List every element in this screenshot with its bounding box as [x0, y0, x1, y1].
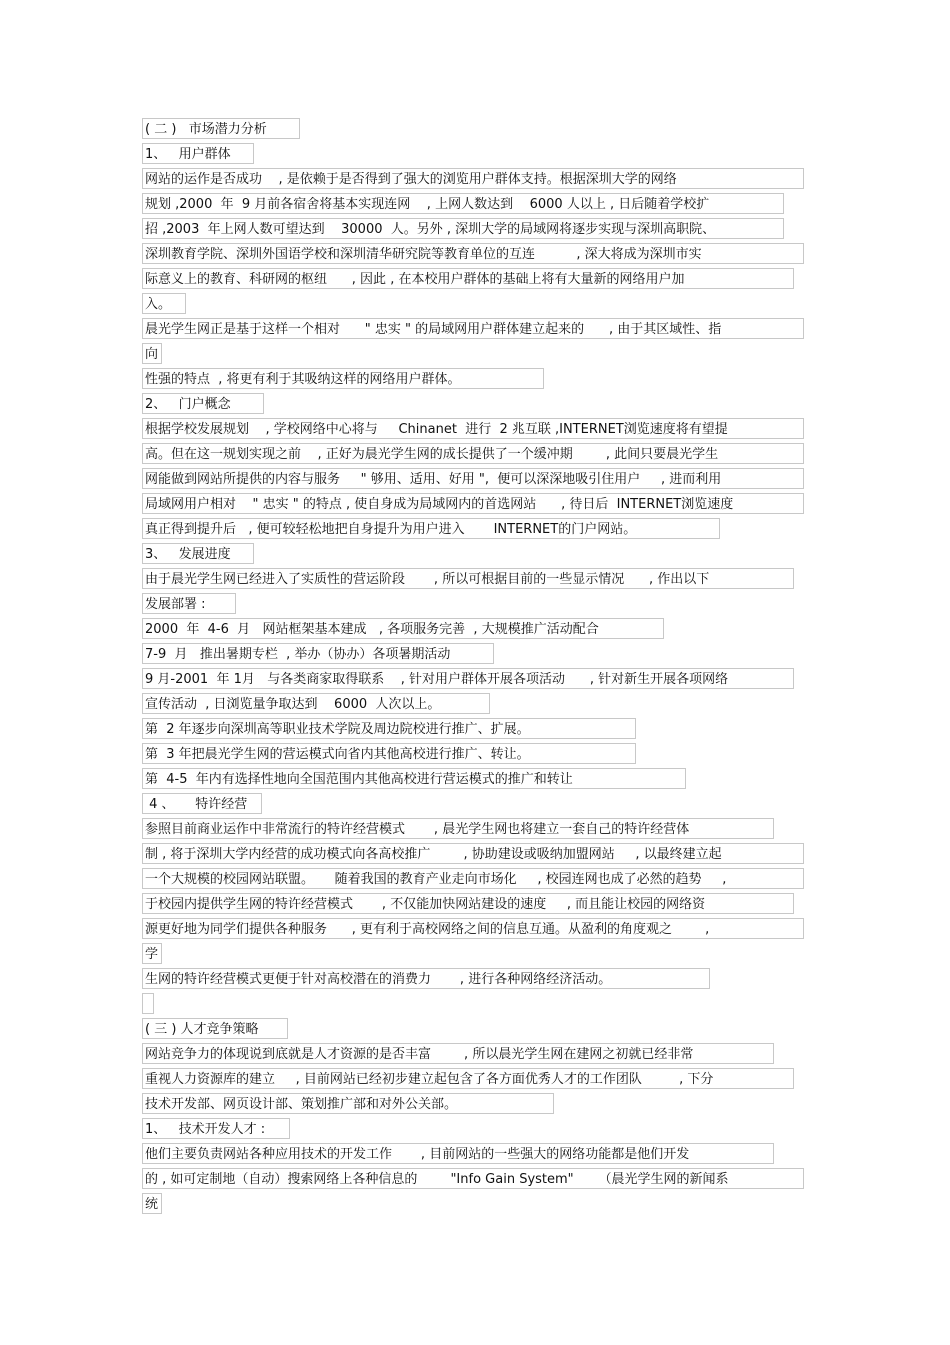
text-line: 技术开发部、网页设计部、策划推广部和对外公关部。: [142, 1093, 554, 1114]
text-line: [142, 993, 154, 1014]
text-line: 深圳教育学院、深圳外国语学校和深圳清华研究院等教育单位的互连 , 深大将成为深圳市实: [142, 243, 804, 264]
text-line: 重视人力资源库的建立 , 目前网站已经初步建立起包含了各方面优秀人才的工作团队 , 下分: [142, 1068, 794, 1089]
text-line: 第 3 年把晨光学生网的营运模式向省内其他高校进行推广、转让。: [142, 743, 636, 764]
text-line: 统: [142, 1193, 162, 1214]
text-line: 高。但在这一规划实现之前 , 正好为晨光学生网的成长提供了一个缓冲期 , 此间只要晨光学生: [142, 443, 804, 464]
text-line: 参照目前商业运作中非常流行的特许经营模式 , 晨光学生网也将建立一套自己的特许经营体: [142, 818, 774, 839]
text-line: 2000 年 4-6 月 网站框架基本建成 , 各项服务完善 , 大规模推广活动配合: [142, 618, 664, 639]
text-line: 第 4-5 年内有选择性地向全国范围内其他高校进行营运模式的推广和转让: [142, 768, 686, 789]
text-line: 一个大规模的校园网站联盟。 随着我国的教育产业走向市场化 , 校园连网也成了必然的趋势 ,: [142, 868, 804, 889]
text-line: 源更好地为同学们提供各种服务 , 更有利于高校网络之间的信息互通。从盈利的角度观之 ,: [142, 918, 804, 939]
text-line: 9 月-2001 年 1月 与各类商家取得联系 , 针对用户群体开展各项活动 , 针对新生开展各项网络: [142, 668, 794, 689]
text-line: 规划 ,2000 年 9 月前各宿舍将基本实现连网 , 上网人数达到 6000 人以上 , 日后随着学校扩: [142, 193, 784, 214]
text-line: 入。: [142, 293, 186, 314]
text-line: 生网的特许经营模式更便于针对高校潜在的消费力 , 进行各种网络经济活动。: [142, 968, 710, 989]
text-line: 的 , 如可定制地（自动）搜索网络上各种信息的 "Info Gain System" （晨光学生网的新闻系: [142, 1168, 804, 1189]
text-line: 根据学校发展规划 , 学校网络中心将与 Chinanet 进行 2 兆互联 ,INTERNET浏览速度将有望提: [142, 418, 804, 439]
text-line: ( 二 ) 市场潜力分析: [142, 118, 300, 139]
text-line: 网站的运作是否成功 , 是依赖于是否得到了强大的浏览用户群体支持。根据深圳大学的网络: [142, 168, 804, 189]
text-line: 向: [142, 343, 162, 364]
text-line: 4 、 特许经营: [142, 793, 262, 814]
text-line: 1、 技术开发人才 :: [142, 1118, 290, 1139]
text-line: 7-9 月 推出暑期专栏 , 举办（协办）各项暑期活动: [142, 643, 494, 664]
text-line: 际意义上的教育、科研网的枢纽 , 因此 , 在本校用户群体的基础上将有大量新的网络用户加: [142, 268, 794, 289]
text-line: 由于晨光学生网已经进入了实质性的营运阶段 , 所以可根据目前的一些显示情况 , 作出以下: [142, 568, 794, 589]
text-line: 发展部署 :: [142, 593, 236, 614]
text-line: 晨光学生网正是基于这样一个相对 " 忠实 " 的局域网用户群体建立起来的 , 由于其区域性、指: [142, 318, 804, 339]
text-line: 真正得到提升后 , 便可较轻松地把自身提升为用户进入 INTERNET的门户网站。: [142, 518, 720, 539]
text-line: ( 三 ) 人才竞争策略: [142, 1018, 288, 1039]
text-line: 宣传活动 , 日浏览量争取达到 6000 人次以上。: [142, 693, 490, 714]
text-line: 网能做到网站所提供的内容与服务 " 够用、适用、好用 ", 便可以深深地吸引住用户 , 进而利用: [142, 468, 804, 489]
text-line: 网站竞争力的体现说到底就是人才资源的是否丰富 , 所以晨光学生网在建网之初就已经非常: [142, 1043, 774, 1064]
text-line: 3、 发展进度: [142, 543, 254, 564]
text-line: 局域网用户相对 " 忠实 " 的特点 , 使自身成为局域网内的首选网站 , 待日后 INTERNET浏览速度: [142, 493, 804, 514]
text-line: 他们主要负责网站各种应用技术的开发工作 , 目前网站的一些强大的网络功能都是他们开发: [142, 1143, 774, 1164]
text-line: 学: [142, 943, 162, 964]
text-line: 1、 用户群体: [142, 143, 254, 164]
text-line: 制 , 将于深圳大学内经营的成功模式向各高校推广 , 协助建设或吸纳加盟网站 , 以最终建立起: [142, 843, 804, 864]
text-line: 招 ,2003 年上网人数可望达到 30000 人。另外 , 深圳大学的局域网将逐步实现与深圳高职院、: [142, 218, 784, 239]
text-line: 性强的特点 , 将更有利于其吸纳这样的网络用户群体。: [142, 368, 544, 389]
text-line: 2、 门户概念: [142, 393, 264, 414]
text-line: 于校园内提供学生网的特许经营模式 , 不仅能加快网站建设的速度 , 而且能让校园的网络资: [142, 893, 794, 914]
text-line: 第 2 年逐步向深圳高等职业技术学院及周边院校进行推广、扩展。: [142, 718, 636, 739]
